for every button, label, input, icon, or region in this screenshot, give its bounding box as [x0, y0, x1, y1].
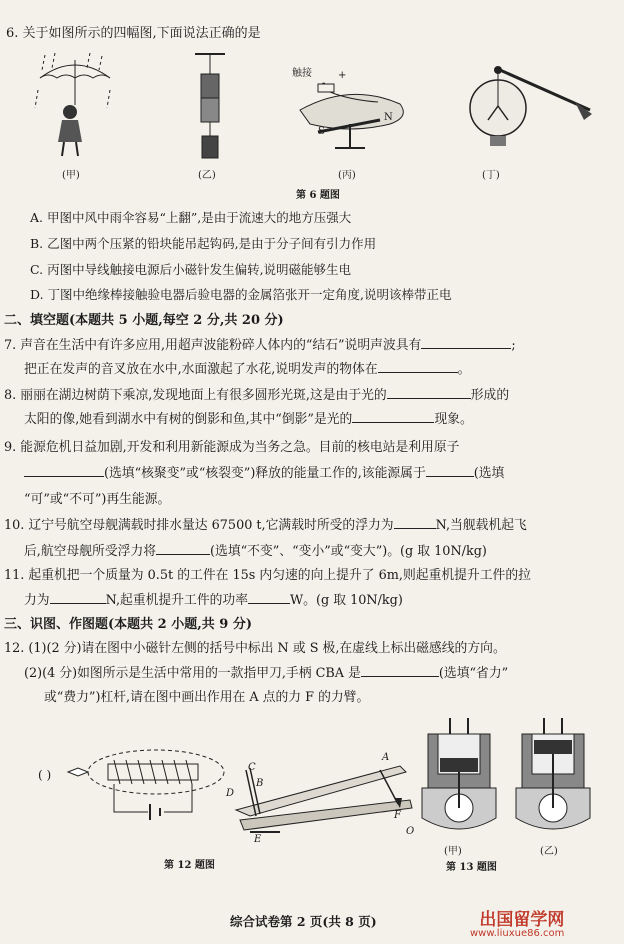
- q7-line-1: 7. 声音在生活中有许多应用,用超声波能粉碎人体内的“结石”说明声波具有 ;: [4, 338, 516, 353]
- q6-option-c: C. 丙图中导线触接电源后小磁针发生偏转,说明磁能够生电: [30, 262, 352, 277]
- fig-label-bing: (丙): [338, 170, 356, 181]
- s-label: S: [318, 126, 325, 137]
- fig-label-jia: (甲): [62, 170, 80, 181]
- letter-a: A: [382, 752, 390, 763]
- umbrella-figure: [30, 50, 120, 160]
- q8-line-2: 太阳的像,她看到湖水中有树的倒影和鱼,其中“倒影”是光的 现象。: [24, 412, 473, 427]
- q12-line-2: (2)(4 分)如图所示是生活中常用的一款指甲刀,手柄 CBA 是 (选填“省力”: [24, 666, 509, 681]
- q12-caption: 第 12 题图: [164, 860, 215, 871]
- solenoid-figure: [68, 742, 218, 832]
- q7-blank-2[interactable]: [378, 360, 458, 373]
- q6-figures: [20, 50, 600, 190]
- n-label: N: [384, 112, 393, 123]
- q11-blank-2[interactable]: [248, 591, 290, 604]
- q6-option-d: D. 丁图中绝缘棒接触验电器后验电器的金属箔张开一定角度,说明该棒带正电: [30, 287, 452, 302]
- q10-blank-1[interactable]: [394, 516, 436, 529]
- plus-label: +: [338, 70, 347, 81]
- letter-b: B: [256, 778, 264, 789]
- q8-blank-1[interactable]: [387, 386, 471, 399]
- q11-line-1: 11. 起重机把一个质量为 0.5t 的工件在 15s 内匀速的向上提升了 6m,则起重机提升工件的拉: [4, 568, 531, 583]
- nail-clipper-figure: [230, 760, 420, 840]
- q9-blank-1[interactable]: [24, 464, 104, 477]
- q10-line-2: 后,航空母舰所受浮力将 (选填“不变”、“变小”或“变大”)。(g 取 10N/kg): [24, 544, 487, 559]
- q13-label-yi: (乙): [540, 846, 558, 857]
- touch-label: 触接: [292, 68, 312, 79]
- q10-line-1: 10. 辽宁号航空母舰满载时排水量达 67500 t,它满载时所受的浮力为 N,当舰载机起飞: [4, 518, 527, 533]
- letter-d: D: [226, 788, 235, 799]
- q6-title: 6. 关于如图所示的四幅图,下面说法正确的是: [6, 26, 261, 41]
- q11-line-2: 力为 N,起重机提升工件的功率 W。(g 取 10N/kg): [24, 593, 403, 608]
- q13-caption: 第 13 题图: [446, 862, 497, 873]
- q7-blank-1[interactable]: [421, 336, 511, 349]
- q8-line-1: 8. 丽丽在湖边树荫下乘凉,发现地面上有很多圆形光斑,这是由于光的 形成的: [4, 388, 510, 403]
- q11-blank-1[interactable]: [50, 591, 106, 604]
- engine-jia-figure: [418, 716, 500, 838]
- letter-c: C: [248, 762, 256, 773]
- page-footer: 综合试卷第 2 页(共 8 页): [230, 914, 377, 929]
- minus-label: -: [322, 78, 326, 89]
- q13-label-jia: (甲): [444, 846, 462, 857]
- q6-option-a: A. 甲图中风中雨伞容易“上翻”,是由于流速大的地方压强大: [30, 210, 352, 225]
- q6-option-b: B. 乙图中两个压紧的铅块能吊起钩码,是由于分子间有引力作用: [30, 236, 377, 251]
- q9-line-1: 9. 能源危机日益加剧,开发和利用新能源成为当务之急。目前的核电站是利用原子: [4, 440, 460, 455]
- letter-o: O: [406, 826, 415, 837]
- q12-line-1: 12. (1)(2 分)请在图中小磁针左侧的括号中标出 N 或 S 极,在虚线上标出磁感线的方向。: [4, 641, 506, 656]
- q9-line-2: (选填“核聚变”或“核裂变”)释放的能量工作的,该能源属于 (选填: [24, 462, 504, 481]
- electroscope-figure: [460, 58, 600, 158]
- engine-yi-figure: [512, 716, 594, 838]
- letter-e: E: [254, 834, 262, 845]
- q12-paren[interactable]: ( ): [38, 768, 52, 782]
- section-3-title: 三、识图、作图题(本题共 2 小题,共 9 分): [4, 617, 253, 632]
- q6-caption: 第 6 题图: [296, 190, 340, 201]
- letter-f: F: [394, 810, 401, 821]
- fig-label-yi: (乙): [198, 170, 216, 181]
- fig-label-ding: (丁): [482, 170, 500, 181]
- watermark-url: www.liuxue86.com: [470, 928, 565, 939]
- q9-blank-2[interactable]: [426, 464, 474, 477]
- q9-line-3: “可”或“不可”)再生能源。: [24, 492, 171, 507]
- q12-line-3: 或“费力”)杠杆,请在图中画出作用在 A 点的力 F 的力臂。: [44, 690, 370, 705]
- q8-blank-2[interactable]: [352, 410, 434, 423]
- q12-blank-1[interactable]: [361, 664, 439, 677]
- watermark-name: 出国留学网: [479, 910, 565, 930]
- section-2-title: 二、填空题(本题共 5 小题,每空 2 分,共 20 分): [4, 313, 284, 328]
- q10-blank-2[interactable]: [156, 542, 210, 555]
- watermark: [470, 905, 564, 939]
- q7-line-2: 把正在发声的音叉放在水中,水面激起了水花,说明发声的物体在 。: [24, 362, 471, 377]
- lead-blocks-figure: [190, 52, 230, 162]
